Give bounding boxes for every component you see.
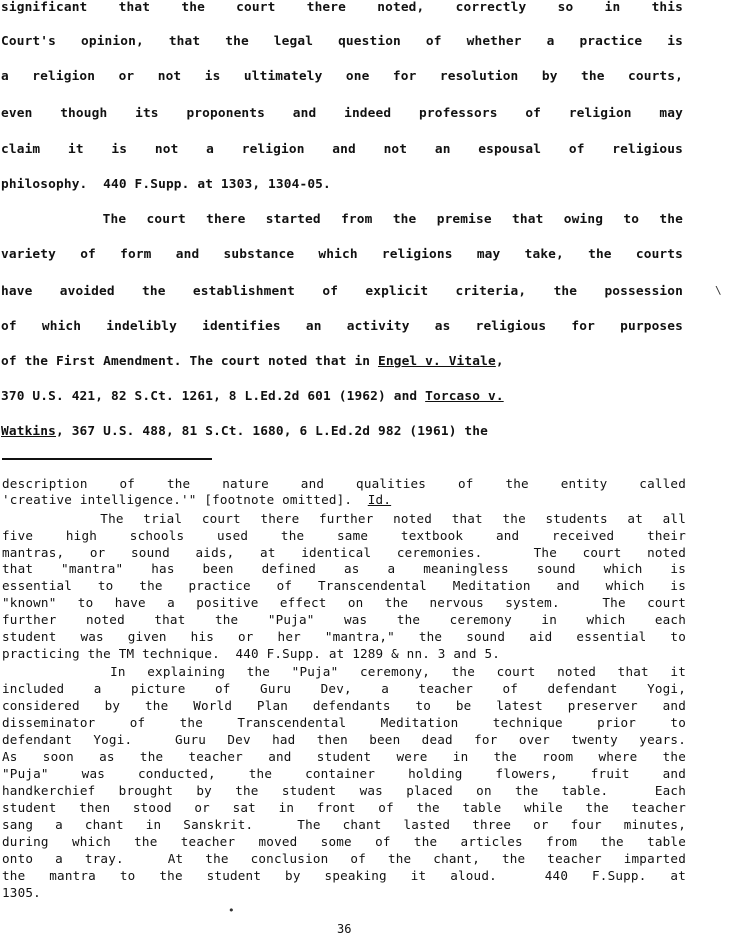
footnote-line: disseminator of the Transcendental Meditation technique prior to (2, 715, 686, 730)
footnote-line: five high schools used the same textbook and received their (2, 528, 686, 543)
footnote-line: included a picture of Guru Dev, a teacher of defendant Yogi, (2, 681, 686, 696)
body-line: even though its proponents and indeed professors of religion may (1, 106, 683, 121)
footnote-line: 1305. (2, 885, 41, 900)
footnote-line: student then stood or sat in front of the table while the teacher (2, 800, 686, 815)
body-line: philosophy. 440 F.Supp. at 1303, 1304-05. (1, 177, 331, 192)
footnote-line: sang a chant in Sanskrit. The chant lasted three or four minutes, (2, 817, 686, 832)
body-line: a religion or not is ultimately one for resolution by the courts, (1, 69, 683, 84)
footnote-line: that "mantra" has been defined as a meaningless sound which is (2, 561, 686, 576)
footnote-line: "known" to have a positive effect on the nervous system. The court (2, 595, 686, 610)
footnote-line: onto a tray. At the conclusion of the chant, the teacher imparted (2, 851, 686, 866)
body-line: of which indelibly identifies an activity as religious for purposes (1, 319, 683, 334)
footnote-line: handkerchief brought by the student was placed on the table. Each (2, 783, 686, 798)
footnote-line: 'creative intelligence.'" [footnote omitted]. Id. (2, 492, 392, 507)
footnote-separator-rule (2, 458, 212, 460)
footnote-line: description of the nature and qualities of the entity called (2, 476, 686, 491)
scan-stray-mark: \ (715, 284, 722, 297)
body-line: 370 U.S. 421, 82 S.Ct. 1261, 8 L.Ed.2d 601 (1962) and Torcaso v. (1, 389, 504, 404)
case-citation: Engel v. Vitale (378, 354, 496, 369)
body-line: Watkins, 367 U.S. 488, 81 S.Ct. 1680, 6 L.Ed.2d 982 (1961) the (1, 424, 488, 439)
page-number: 36 (337, 922, 352, 936)
footnote-line: practicing the TM technique. 440 F.Supp. at 1289 & nn. 3 and 5. (2, 646, 501, 661)
body-line: Court's opinion, that the legal question of whether a practice is (1, 34, 683, 49)
footnote-line: "Puja" was conducted, the container holding flowers, fruit and (2, 766, 686, 781)
footnote-line: considered by the World Plan defendants to be latest preserver and (2, 698, 686, 713)
footnote-line: As soon as the teacher and student were in the room where the (2, 749, 686, 764)
footnote-line: the mantra to the student by speaking it aloud. 440 F.Supp. at (2, 868, 686, 883)
body-line: variety of form and substance which religions may take, the courts (1, 247, 683, 262)
footnote-line: defendant Yogi. Guru Dev had then been dead for over twenty years. (2, 732, 686, 747)
body-line: claim it is not a religion and not an espousal of religious (1, 142, 683, 157)
body-line: significant that the court there noted, correctly so in this (1, 0, 683, 15)
case-citation: Torcaso v. (425, 389, 504, 404)
case-citation: Watkins (1, 424, 56, 439)
footnote-line: essential to the practice of Transcendental Meditation and which is (2, 578, 686, 593)
footnote-line: during which the teacher moved some of the articles from the table (2, 834, 686, 849)
case-citation: Id. (367, 492, 392, 507)
footnote-line: further noted that the "Puja" was the ceremony in which each (2, 612, 686, 627)
footnote-line: The trial court there further noted that the students at all (2, 511, 686, 526)
body-line: The court there started from the premise that owing to the (1, 212, 683, 227)
footnote-line: In explaining the "Puja" ceremony, the court noted that it (2, 664, 686, 679)
body-line: have avoided the establishment of explicit criteria, the possession (1, 284, 683, 299)
body-line: of the First Amendment. The court noted that in Engel v. Vitale, (1, 354, 504, 369)
footnote-line: mantras, or sound aids, at identical ceremonies. The court noted (2, 545, 686, 560)
footnote-line: student was given his or her "mantra," the sound aid essential to (2, 629, 686, 644)
scan-stray-dot: • (228, 904, 235, 917)
